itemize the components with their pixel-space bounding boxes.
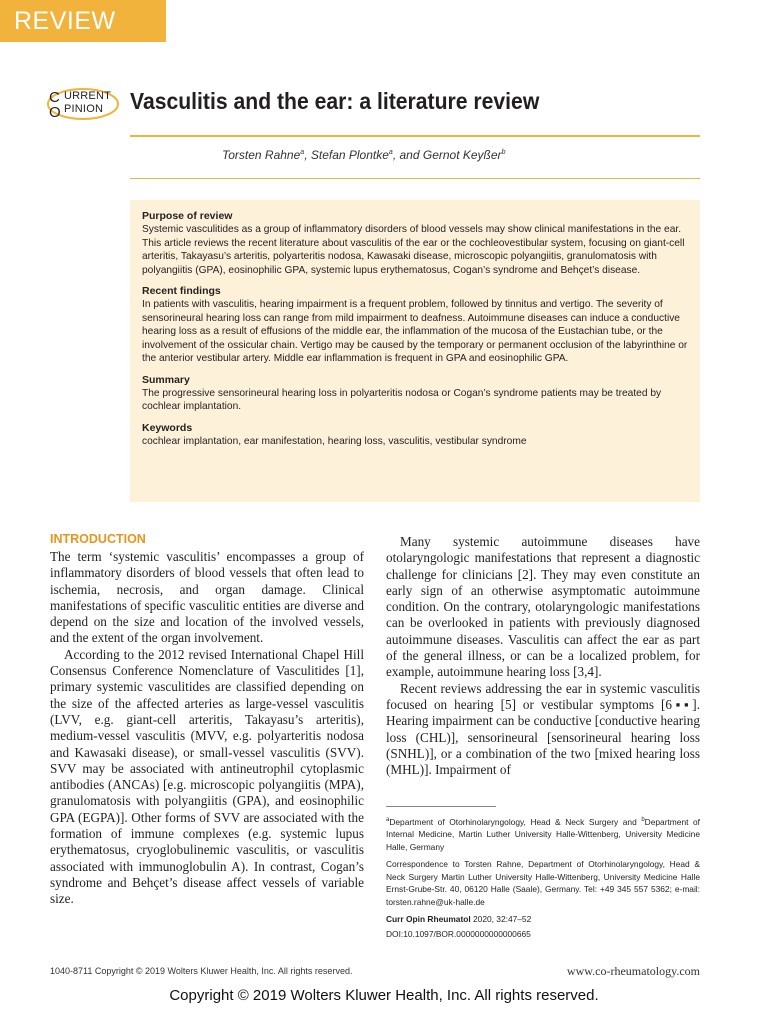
- abstract-text-findings: In patients with vasculitis, hearing impairment is a frequent problem, followed by tinnitus and vertigo. The severity of sensorineural hearing loss can range from mild impairment to deafness. Autoimmune diseases can induce a conductive hearing loss as a result of effusions of the middle ear, the inflammation of the mucosa of the Eustachian tube, or the involvement of the ossicular chain. Vertigo may be caused by the temporary or permanent occlusion of the labyrinthine or the anterior vestibular artery. Middle ear inflammation is frequent in GPA and eosinophilic GPA.: [142, 299, 688, 364]
- article-title: Vasculitis and the ear: a literature review: [130, 88, 540, 114]
- footer-copyright: 1040-8711 Copyright © 2019 Wolters Kluwer Health, Inc. All rights reserved.: [50, 966, 353, 976]
- body-column-left: [50, 531, 364, 908]
- citation-details: 2020, 32:47–52: [470, 914, 532, 925]
- abstract-text-summary: The progressive sensorineural hearing loss in polyarteritis nodosa or Cogan’s syndrome patients may be treated by cochlear implantation.: [142, 387, 662, 412]
- logo-line2: PINION: [64, 103, 104, 115]
- body-paragraph: The term ‘systemic vasculitis’ encompasses a group of inflammatory disorders of blood vessels that often lead to ischemia, necrosis, and organ damage. Clinical manifestations of specific vasculitic entities are diverse and depend on the size and location of the involved vessels, and the extent of the organ involvement.: [50, 549, 364, 646]
- author-name: Gernot Keyßer: [422, 148, 502, 162]
- author-separator: ,: [304, 148, 311, 162]
- affil-mark-b: b: [641, 817, 645, 823]
- journal-url-link[interactable]: www.co-rheumatology.com: [566, 964, 700, 978]
- svg-text:O: O: [49, 104, 61, 121]
- author-affil-mark: a: [388, 149, 393, 156]
- abstract-heading-keywords: Keywords: [142, 421, 193, 434]
- abstract-heading-findings: Recent findings: [142, 285, 221, 297]
- current-opinion-logo: [46, 86, 120, 122]
- author-name: Stefan Plontke: [310, 148, 389, 162]
- author-separator: , and: [392, 148, 423, 162]
- svg-text:C: C: [49, 89, 60, 106]
- abstract-heading-purpose: Purpose of review: [142, 210, 233, 222]
- body-paragraph: Recent reviews addressing the ear in systemic vasculitis focused on hearing [5] or vestibular symptoms [6▪▪]. Hearing impairment can be conductive [conductive hearing loss (CHL)], sensorineural [sensorineural hearing loss (SNHL)], or a combination of the two [mixed hearing loss (MHL)]. Impairment of: [386, 680, 700, 778]
- abstract-text-purpose: Systemic vasculitides as a group of inflammatory disorders of blood vessels may show clinical manifestations in the ear. This article reviews the recent literature about vasculitis of the ear or the cochleovestibular system, focusing on giant-cell arteritis, Takayasu’s arteritis, polyarteritis nodosa, Kawasaki disease, microscopic polyangiitis, granulomatosis with polyangiitis (GPA), eosinophilic GPA, systemic lupus erythematosus, Cogan’s syndrome and Behçet’s disease.: [142, 224, 685, 276]
- abstract-box: [130, 200, 700, 502]
- logo-line1: URRENT: [64, 90, 112, 102]
- copyright-banner: Copyright © 2019 Wolters Kluwer Health, Inc. All rights reserved.: [169, 987, 599, 1004]
- abstract-heading-summary: Summary: [142, 373, 190, 386]
- authors-rule: [130, 178, 700, 179]
- author-affil-mark: a: [300, 149, 305, 156]
- affil-mark-a: a: [386, 817, 390, 823]
- title-rule: [130, 135, 700, 137]
- affiliation-a: Department of Otorhinolaryngology, Head & Neck Surgery and: [389, 816, 637, 827]
- doi[interactable]: DOI:10.1097/BOR.0000000000000665: [386, 928, 531, 939]
- introduction-heading: INTRODUCTION: [50, 532, 146, 546]
- citation-line: [386, 913, 700, 926]
- journal-name: Curr Opin Rheumatol: [386, 914, 471, 925]
- abstract-text-keywords: cochlear implantation, ear manifestation, hearing loss, vasculitis, vestibular syndrome: [142, 435, 527, 447]
- body-column-right: [386, 534, 700, 778]
- author-affil-mark: b: [501, 149, 506, 156]
- affiliation-b: Department of Internal Medicine, Martin Luther University Halle-Wittenberg, University Medicine Halle, Germany: [386, 816, 700, 852]
- author-name: Torsten Rahne: [222, 148, 301, 162]
- affiliations-block: [386, 814, 700, 945]
- body-paragraph: Many systemic autoimmune diseases have otolaryngologic manifestations that represent a diagnostic challenge for clinicians [2]. They may even constitute an early sign of an otherwise asymptomatic autoimmune condition. On the contrary, otolaryngologic manifestations can be overlooked in patients with previously diagnosed autoimmune diseases. Vasculitis can affect the ear as part of the general illness, or can be a localized problem, for example, autoimmune hearing loss [3,4].: [386, 534, 700, 680]
- body-paragraph: According to the 2012 revised International Chapel Hill Consensus Conference Nomenclature of Vasculitides [1], primary systemic vasculitides are classified depending on the size of the affected arteries as large-vessel vasculitis (LVV, e.g. giant-cell arteritis, Takayasu’s arteritis), medium-vessel vasculitis (MVV, e.g. polyarteritis nodosa and Kawasaki disease), or small-vessel vasculitis (SVV). SVV may be associated with antineutrophil cytoplasmic antibodies (ANCAs) [e.g. microscopic polyangiitis (MPA), granulomatosis with polyangiitis (GPA), and eosinophilic GPA (EGPA)]. Other forms of SVV are associated with the formation of immune complexes (e.g. systemic lupus erythematosus, cryoglobulinemic vasculitis, or vasculitis associated with immunoglobulin A). In contrast, Cogan’s syndrome and Behçet’s disease affect vessels of variable size.: [50, 646, 364, 907]
- footnote-rule: [386, 806, 496, 807]
- correspondence: Correspondence to Torsten Rahne, Department of Otorhinolaryngology, Head & Neck Surgery Martin Luther University Halle-Wittenberg, University Medicine Halle Ernst-Grube-Str. 40, 06120 Halle (Saale), Germany. Tel: +49 345 557 5362; e-mail: torsten.rahne@uk-halle.de: [386, 859, 700, 907]
- affiliation-lines: [386, 814, 700, 853]
- section-tab: REVIEW: [0, 0, 166, 42]
- author-list: [222, 148, 505, 162]
